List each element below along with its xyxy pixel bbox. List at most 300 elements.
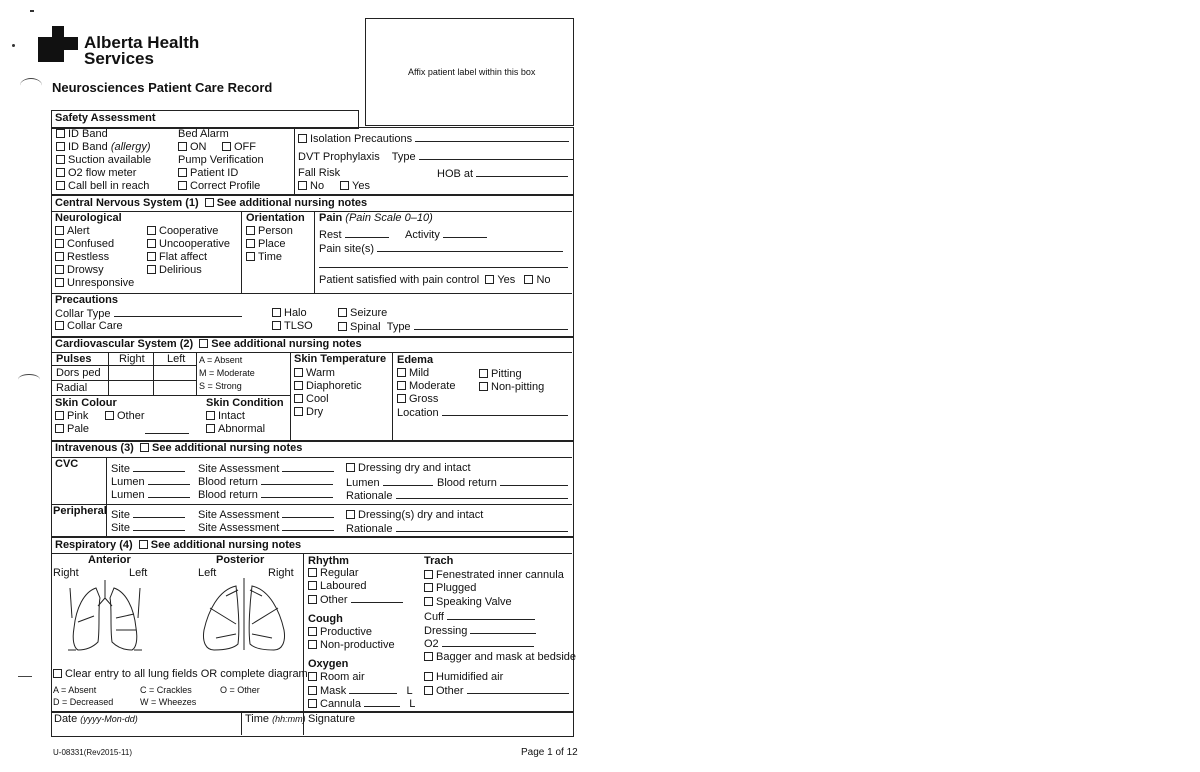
hob-field[interactable] [476,167,568,177]
checkbox-icon[interactable] [308,568,317,577]
unresponsive-label: Unresponsive [67,277,135,289]
pain-activity-row [405,228,487,242]
time-option[interactable] [246,251,282,264]
pulse-grid-line [108,352,109,395]
checkbox-icon[interactable] [206,411,215,420]
blood-return-label: Blood return [198,476,258,488]
trach-other-option[interactable] [424,684,569,698]
time-label: Time [245,713,273,725]
cooperative-option[interactable] [147,225,218,238]
isolation-label: Isolation Precautions [310,133,413,145]
collar-type-field[interactable] [114,307,242,317]
id-band-option[interactable] [56,128,108,141]
cvc-site-assessment-row [198,462,334,476]
checkbox-icon[interactable] [298,134,307,143]
checkbox-icon[interactable] [308,672,317,681]
room-air-option[interactable] [308,671,365,684]
site-label: Site [111,463,130,475]
speaking-valve-option[interactable] [424,596,512,609]
id-band-allergy-option[interactable] [56,141,151,154]
cvc-lumen-row-2 [111,488,190,502]
tlso-option[interactable] [272,320,313,333]
on-label: ON [190,141,207,153]
drowsy-option[interactable] [55,264,104,277]
intact-option[interactable] [206,410,245,423]
mask-option[interactable] [308,684,413,698]
checkbox-icon[interactable] [55,252,64,261]
radial-label: Radial [56,382,88,394]
binder-hole-mark [18,676,32,683]
cvc-blood-return-row-1 [198,475,333,489]
site-label: Site [111,522,130,534]
suction-option[interactable] [56,154,151,167]
cuff-row [424,610,535,624]
spinal-option[interactable] [338,320,568,334]
rest-field[interactable] [345,228,389,238]
posterior-heading: Posterior [216,554,265,566]
off-label: OFF [234,141,256,153]
binder-hole-mark [20,78,42,93]
abnormal-option[interactable] [206,423,265,436]
isolation-option[interactable] [298,132,569,146]
confused-option[interactable] [55,238,114,251]
pink-option[interactable] [55,410,88,423]
pitting-label: Pitting [491,368,522,380]
time-label: Time [258,251,283,263]
checkbox-icon[interactable] [55,321,64,330]
isolation-field[interactable] [415,132,569,142]
anterior-lungs-icon[interactable] [60,578,150,654]
checkbox-icon[interactable] [397,394,406,403]
speaking-valve-label: Speaking Valve [436,596,512,608]
yes-label: Yes [352,180,370,192]
cns-title: Central Nervous System (1) [55,197,199,209]
non-pitting-label: Non-pitting [491,381,545,393]
laboured-option[interactable] [308,580,367,593]
trach-other-field[interactable] [467,684,569,694]
peripheral-site-row-2 [111,521,185,535]
site-field[interactable] [133,521,185,531]
cv-divider-1 [290,352,291,440]
fenestrated-option[interactable] [424,569,564,582]
checkbox-icon[interactable] [55,239,64,248]
delirious-option[interactable] [147,264,202,277]
blood-return-field[interactable] [261,475,333,485]
checkbox-icon[interactable] [424,583,433,592]
pain-yes-label[interactable]: Yes [497,274,516,286]
checkbox-icon[interactable] [397,368,406,377]
checkbox-icon[interactable] [147,265,156,274]
site-assessment-label: Site Assessment [198,463,280,475]
lumen-field[interactable] [148,475,190,485]
collar-type-row [55,307,242,321]
dressings-dry-label: Dressing(s) dry and intact [358,509,484,521]
id-band-allergy-note: (allergy) [110,141,151,153]
checkbox-icon[interactable] [222,142,231,151]
regular-option[interactable] [308,567,359,580]
anterior-left-label: Left [129,567,148,579]
checkbox-icon[interactable] [424,597,433,606]
pain-site-field-2[interactable] [319,267,568,268]
checkbox-icon[interactable] [424,686,433,695]
pain-rest-row [319,228,389,242]
lung-key-crackles: C = Crackles [140,685,192,695]
resp-see-notes[interactable]: See additional nursing notes [150,539,302,551]
pale-label: Pale [67,423,90,435]
cvc-site-row [111,462,185,476]
orientation-heading: Orientation [246,212,305,224]
iv-title-rule [51,457,572,458]
date-format-label: (yyyy-Mon-dd) [80,714,138,724]
checkbox-icon[interactable] [346,463,355,472]
halo-option[interactable] [272,307,307,320]
checkbox-icon[interactable] [205,198,214,207]
bed-alarm-label: Bed Alarm [178,128,229,140]
date-field[interactable] [54,713,138,726]
location-label: Location [397,407,439,419]
checkbox-icon[interactable] [338,322,347,331]
checkbox-icon[interactable] [105,411,114,420]
checkbox-icon[interactable] [55,278,64,287]
checkbox-icon[interactable] [55,411,64,420]
blood-return-label: Blood return [437,477,497,489]
checkbox-icon[interactable] [424,570,433,579]
lumen-label: Lumen [111,489,145,501]
cannula-flow-field[interactable] [364,697,400,707]
lumen-field[interactable] [148,488,190,498]
blood-return-field[interactable] [261,488,333,498]
checkbox-icon[interactable] [178,168,187,177]
rest-label: Rest [319,229,342,241]
collar-care-label: Collar Care [67,320,123,332]
lumen-field[interactable] [383,476,433,486]
pulse-key-strong: S = Strong [199,381,242,391]
checkbox-icon[interactable] [485,275,494,284]
cool-option[interactable] [294,393,329,406]
halo-label: Halo [284,307,307,319]
regular-label: Regular [320,567,359,579]
humidified-option[interactable] [424,671,503,684]
date-label: Date [54,713,81,725]
dressing-field[interactable] [470,624,536,634]
cvc-dressing-option[interactable] [346,462,471,475]
logo-line-2: Services [84,49,154,68]
checkbox-icon[interactable] [308,627,317,636]
spinal-label: Spinal [350,321,381,333]
checkbox-icon[interactable] [56,155,65,164]
checkbox-icon[interactable] [178,142,187,151]
checkbox-icon[interactable] [272,321,281,330]
checkbox-icon[interactable] [272,308,281,317]
checkbox-icon[interactable] [140,443,149,452]
safety-title: Safety Assessment [55,112,156,124]
other-colour-field[interactable] [145,433,189,434]
rationale-label: Rationale [346,523,393,535]
activity-label: Activity [405,229,440,241]
lung-key-absent: A = Absent [53,685,97,695]
checkbox-icon[interactable] [294,394,303,403]
checkbox-icon[interactable] [308,686,317,695]
site-assessment-label: Site Assessment [198,522,280,534]
spinal-type-field[interactable] [414,320,568,330]
collar-type-label: Collar Type [55,308,111,320]
cvc-lumen-row-3 [346,476,433,490]
rationale-label: Rationale [346,490,393,502]
moderate-option[interactable] [397,380,455,393]
o2-label: O2 [424,638,439,650]
checkbox-icon[interactable] [397,381,406,390]
iv-see-notes[interactable]: See additional nursing notes [151,442,303,454]
cv-see-notes[interactable]: See additional nursing notes [211,338,362,350]
scan-mark [30,10,34,12]
alert-option[interactable] [55,225,90,238]
person-label: Person [258,225,293,237]
place-option[interactable] [246,238,286,251]
checkbox-icon[interactable] [294,368,303,377]
checkbox-icon[interactable] [308,595,317,604]
checkbox-icon[interactable] [424,672,433,681]
edema-location-row [397,406,568,420]
dvt-row [298,150,573,164]
other-colour-option[interactable] [105,410,145,423]
resp-divider [303,553,304,711]
id-band-label: ID Band [68,128,108,140]
skin-temp-heading: Skin Temperature [294,353,387,365]
posterior-lungs-icon[interactable] [196,578,292,654]
site-assessment-field[interactable] [282,462,334,472]
checkbox-icon[interactable] [246,239,255,248]
plugged-option[interactable] [424,582,476,595]
dressing-label: Dressing [424,625,468,637]
restless-label: Restless [67,251,110,263]
checkbox-icon[interactable] [139,540,148,549]
fall-risk-no-option[interactable] [298,180,324,193]
dry-label: Dry [306,406,324,418]
checkbox-icon[interactable] [147,252,156,261]
mild-option[interactable] [397,367,429,380]
checkbox-icon[interactable] [246,226,255,235]
ahs-logo-icon [38,26,78,62]
blood-return-field[interactable] [500,476,568,486]
precautions-heading: Precautions [55,294,118,306]
skin-colour-heading: Skin Colour [55,397,117,409]
checkbox-icon[interactable] [294,381,303,390]
scan-mark [12,44,15,47]
cns-title-rule [51,211,572,212]
moderate-label: Moderate [409,380,456,392]
bagger-label: Bagger and mask at bedside [436,651,577,663]
trach-heading: Trach [424,555,454,567]
anterior-heading: Anterior [88,554,131,566]
diaphoretic-label: Diaphoretic [306,380,362,392]
checkbox-icon[interactable] [147,226,156,235]
person-option[interactable] [246,225,293,238]
humidified-label: Humidified air [436,671,504,683]
bed-alarm-off-option[interactable] [222,141,256,154]
o2-row [424,637,534,651]
cvc-blood-return-row-2 [198,488,333,502]
unresponsive-option[interactable] [55,277,134,290]
uncooperative-option[interactable] [147,238,230,251]
checkbox-icon[interactable] [55,226,64,235]
lumen-label: Lumen [111,476,145,488]
checkbox-icon[interactable] [246,252,255,261]
pulses-left-heading: Left [167,353,186,365]
pain-site-label: Pain site(s) [319,243,375,255]
pulse-grid-line [196,352,197,395]
checkbox-icon[interactable] [56,129,65,138]
activity-field[interactable] [443,228,487,238]
correct-profile-option[interactable] [178,180,260,193]
peripheral-site-assessment-row-1 [198,508,334,522]
intact-label: Intact [218,410,245,422]
pulse-grid-line [51,380,196,381]
checkbox-icon[interactable] [294,407,303,416]
checkbox-icon[interactable] [56,168,65,177]
time-format-label: (hh:mm) [272,714,306,724]
pulse-grid-line [153,352,154,395]
flat-affect-option[interactable] [147,251,207,264]
site-assessment-field[interactable] [282,508,334,518]
dvt-type-label: Type [391,151,416,163]
hob-label: HOB at [437,168,474,180]
confused-label: Confused [67,238,115,250]
non-productive-option[interactable] [308,639,395,652]
tlso-label: TLSO [284,320,313,332]
site-field[interactable] [133,508,185,518]
checkbox-icon[interactable] [308,699,317,708]
pain-label: Pain [319,212,346,224]
checkbox-icon[interactable] [178,181,187,190]
cns-divider-1 [241,211,242,293]
checkbox-icon[interactable] [206,424,215,433]
bagger-option[interactable] [424,651,576,664]
o2-flow-label: O2 flow meter [68,167,137,179]
o2-flow-option[interactable] [56,167,136,180]
cns-title-row [55,197,367,210]
cns-divider-2 [314,211,315,293]
patient-id-label: Patient ID [190,167,239,179]
call-bell-option[interactable] [56,180,149,193]
edema-heading: Edema [397,354,434,366]
signature-field[interactable] [308,713,355,726]
cannula-option[interactable] [308,697,415,711]
peripheral-rationale-row [346,522,568,536]
cns-precautions-rule [51,293,572,294]
checkbox-icon[interactable] [346,510,355,519]
checkbox-icon[interactable] [340,181,349,190]
cuff-field[interactable] [447,610,535,620]
lumen-label: Lumen [346,477,380,489]
o2-field[interactable] [442,637,534,647]
id-band-allergy-label: ID Band [68,141,111,153]
non-pitting-option[interactable] [479,381,544,394]
checkbox-icon[interactable] [524,275,533,284]
checkbox-icon[interactable] [55,265,64,274]
warm-option[interactable] [294,367,335,380]
resp-title: Respiratory (4) [55,539,133,551]
delirious-label: Delirious [159,264,202,276]
checkbox-icon[interactable] [199,339,208,348]
site-field[interactable] [133,462,185,472]
pulse-key-moderate: M = Moderate [199,368,255,378]
spinal-type-label: Type [386,321,411,333]
rationale-field[interactable] [396,522,568,532]
site-assessment-label: Site Assessment [198,509,280,521]
pulse-key-absent: A = Absent [199,355,243,365]
other-colour-label: Other [117,410,145,422]
peripheral-site-assessment-row-2 [198,521,334,535]
checkbox-icon[interactable] [56,181,65,190]
lung-key-decreased: D = Decreased [53,697,114,707]
checkbox-icon[interactable] [53,669,62,678]
checkbox-icon[interactable] [479,369,488,378]
pump-verification-label: Pump Verification [178,154,264,166]
pale-option[interactable] [55,423,89,436]
safety-divider [294,127,295,194]
cooperative-label: Cooperative [159,225,219,237]
patient-label-instructions: Affix patient label within this box [408,67,536,77]
pitting-option[interactable] [479,368,522,381]
blood-return-label: Blood return [198,489,258,501]
pain-satisfied-row [319,274,551,287]
fall-risk-label: Fall Risk [298,167,341,179]
peripheral-dressing-option[interactable] [346,509,483,522]
pain-site-field[interactable] [377,242,563,252]
hob-row [437,167,568,181]
rhythm-other-field[interactable] [351,593,403,603]
checkbox-icon[interactable] [308,640,317,649]
checkbox-icon[interactable] [479,382,488,391]
pain-heading [319,212,433,225]
cuff-label: Cuff [424,611,444,623]
dry-option[interactable] [294,406,323,419]
checkbox-icon[interactable] [56,142,65,151]
rationale-field[interactable] [396,489,568,499]
productive-label: Productive [320,626,372,638]
seizure-option[interactable] [338,307,387,320]
checkbox-icon[interactable] [147,239,156,248]
productive-option[interactable] [308,626,372,639]
checkbox-icon[interactable] [55,424,64,433]
pain-no-label[interactable]: No [536,274,551,286]
mask-flow-field[interactable] [349,684,397,694]
bed-alarm-on-option[interactable] [178,141,207,154]
gross-option[interactable] [397,393,438,406]
rhythm-heading: Rhythm [308,555,349,567]
fenestrated-label: Fenestrated inner cannula [436,569,564,581]
checkbox-icon[interactable] [338,308,347,317]
clear-entry-option[interactable] [53,668,308,681]
checkbox-icon[interactable] [298,181,307,190]
pain-site-row [319,242,563,256]
collar-care-option[interactable] [55,320,123,333]
checkbox-icon[interactable] [308,581,317,590]
diaphoretic-option[interactable] [294,380,362,393]
patient-id-option[interactable] [178,167,238,180]
cns-see-notes[interactable]: See additional nursing notes [216,197,368,209]
flat-affect-label: Flat affect [159,251,208,263]
rhythm-other-option[interactable] [308,593,403,607]
restless-option[interactable] [55,251,109,264]
checkbox-icon[interactable] [424,652,433,661]
fall-risk-yes-option[interactable] [340,180,370,193]
site-assessment-field[interactable] [282,521,334,531]
cvc-heading: CVC [55,458,79,470]
time-field[interactable] [245,713,306,726]
dvt-type-field[interactable] [419,150,573,160]
location-field[interactable] [442,406,568,416]
